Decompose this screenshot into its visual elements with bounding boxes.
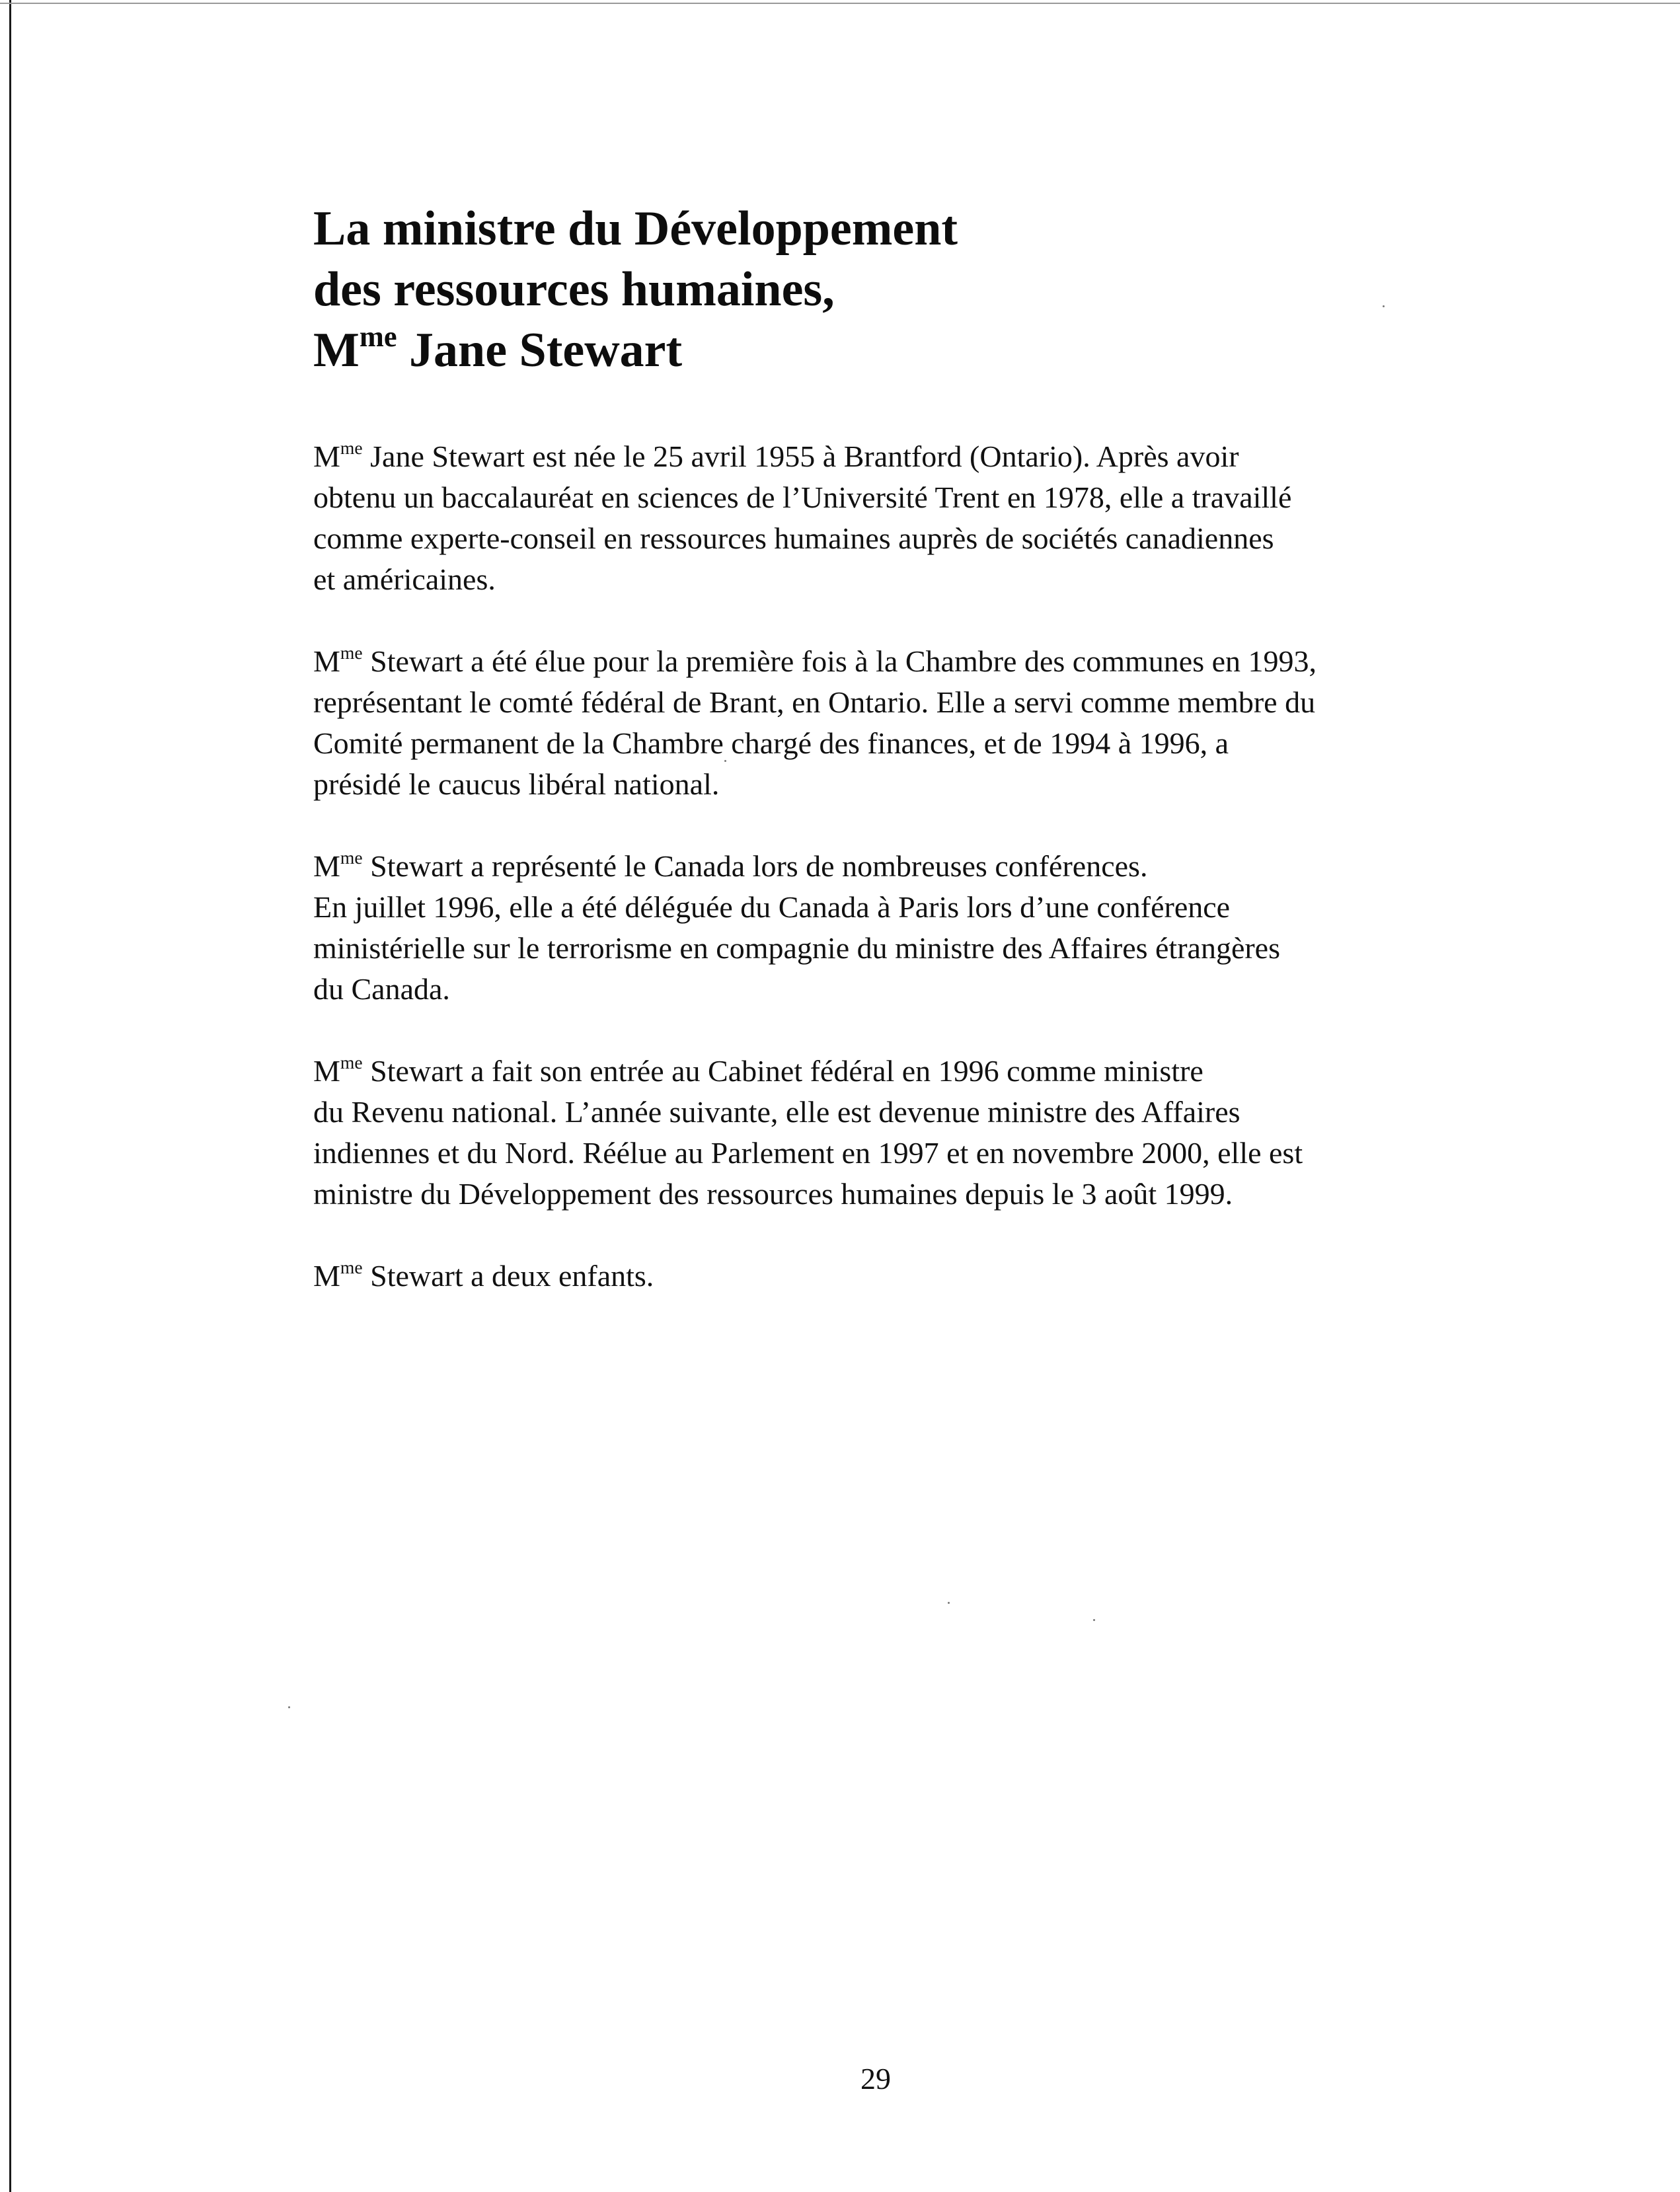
title-honorific-superscript: me [359, 319, 397, 353]
scan-speck [288, 1706, 290, 1708]
line-text: Stewart a fait son entrée au Cabinet fédéral en 1996 comme ministre [362, 1054, 1203, 1088]
biography-text [313, 436, 1450, 1297]
honorific-superscript: me [340, 642, 363, 663]
paragraph-cabinet [313, 1051, 1450, 1215]
title-name: Jane Stewart [397, 323, 683, 377]
line-text: Stewart a représenté le Canada lors de nombreuses conférences. [362, 849, 1148, 883]
page-number: 29 [860, 2062, 891, 2096]
paragraph-line: Comité permanent de la Chambre chargé des finances, et de 1994 à 1996, a [313, 726, 1229, 760]
scan-speck [724, 760, 726, 762]
paragraph-line: du Revenu national. L’année suivante, elle est devenue ministre des Affaires [313, 1095, 1241, 1129]
document-page [313, 198, 1450, 1338]
paragraph-line: représentant le comté fédéral de Brant, en Ontario. Elle a servi comme membre du [313, 685, 1316, 719]
paragraph-line: En juillet 1996, elle a été déléguée du Canada à Paris lors d’une conférence [313, 890, 1231, 924]
paragraph-line [313, 641, 1450, 682]
paragraph-line: ministérielle sur le terrorisme en compagnie du ministre des Affaires étrangères [313, 931, 1280, 965]
title-line-1: La ministre du Développement [313, 202, 958, 256]
paragraph-line [313, 436, 1450, 477]
paragraph-conferences [313, 846, 1450, 1010]
honorific-superscript: me [340, 1256, 363, 1277]
paragraph-line [313, 1051, 1450, 1092]
honorific-superscript: me [340, 1051, 363, 1073]
paragraph-family [313, 1256, 1450, 1297]
honorific-superscript: me [340, 847, 363, 868]
honorific: M [313, 849, 340, 883]
paragraph-line: indiennes et du Nord. Réélue au Parlement en 1997 et en novembre 2000, elle est [313, 1136, 1303, 1170]
line-text: Stewart a été élue pour la première fois à la Chambre des communes en 1993, [362, 644, 1317, 678]
paragraph-line: obtenu un baccalauréat en sciences de l’Université Trent en 1978, elle a travaillé [313, 480, 1292, 514]
honorific: M [313, 644, 340, 678]
scan-left-edge [9, 0, 11, 2192]
honorific: M [313, 439, 340, 473]
scan-speck [948, 1602, 950, 1604]
paragraph-line: ministre du Développement des ressources humaines depuis le 3 août 1999. [313, 1177, 1233, 1211]
scan-speck [1093, 1619, 1095, 1621]
paragraph-line: et américaines. [313, 562, 496, 596]
paragraph-line: du Canada. [313, 972, 450, 1006]
title-line-3 [313, 320, 1450, 381]
paragraph-line [313, 1256, 1450, 1297]
title-honorific: M [313, 323, 360, 377]
title-line-2: des ressources humaines, [313, 262, 835, 317]
page-title [313, 198, 1450, 381]
honorific: M [313, 1054, 340, 1088]
paragraph-line [313, 846, 1450, 887]
paragraph-election [313, 641, 1450, 805]
paragraph-line: présidé le caucus libéral national. [313, 767, 720, 801]
paragraph-birth-education [313, 436, 1450, 600]
line-text: Jane Stewart est née le 25 avril 1955 à Brantford (Ontario). Après avoir [362, 439, 1239, 473]
honorific: M [313, 1259, 340, 1293]
scan-speck [1383, 305, 1385, 307]
line-text: Stewart a deux enfants. [362, 1259, 654, 1293]
scan-top-edge [0, 3, 1680, 4]
paragraph-line: comme experte-conseil en ressources humaines auprès de sociétés canadiennes [313, 521, 1274, 555]
honorific-superscript: me [340, 437, 363, 458]
